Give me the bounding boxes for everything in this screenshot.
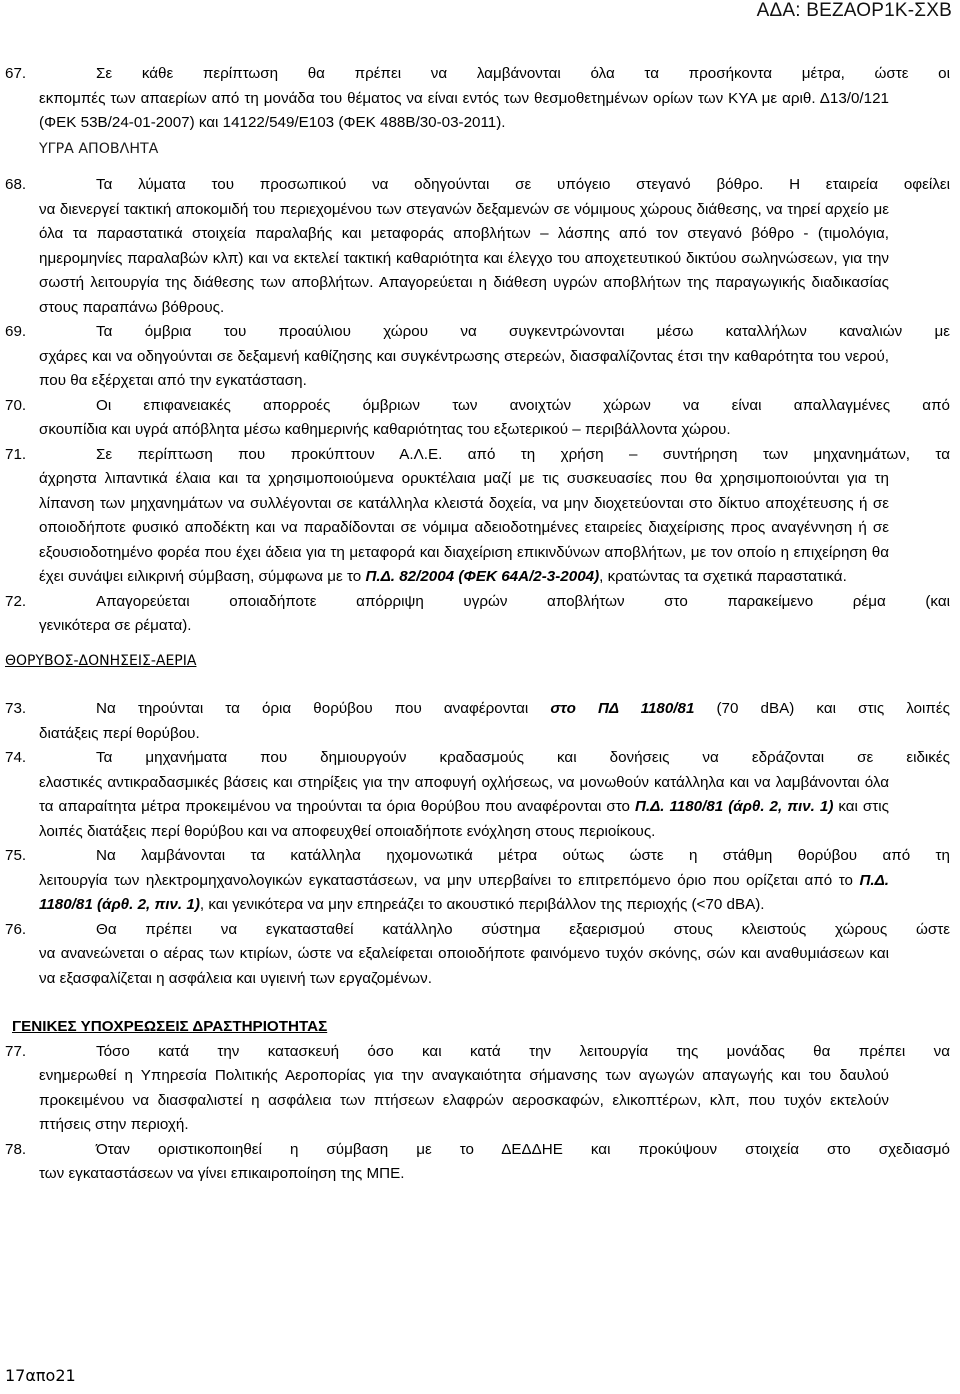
paragraph-first-line: Τα μηχανήματα που δημιουργούν κραδασμούς και δονήσεις να εδράζονται σε ειδικές [96,749,950,766]
paragraph-first-line: Τόσο κατά την κατασκευή όσο και κατά την λειτουργία της μονάδας θα πρέπει να [96,1042,950,1060]
paragraph-text-part: , κρατώντας τα σχετικά παραστατικά. [599,568,847,585]
paragraph-first-line: Σε περίπτωση που προκύπτουν Α.Λ.Ε. από τη χρήση – συντήρηση των μηχανημάτων, τα [96,445,950,463]
paragraph-first-line: Απαγορεύεται οποιαδήποτε απόρριψη υγρών αποβλήτων στο παρακείμενο ρέμα (και [96,592,950,610]
paragraph-first-line: Θα πρέπει να εγκατασταθεί κατάλληλο σύστημα εξαερισμού στους κλειστούς χώρους ώστε [96,920,950,938]
paragraph-76 [0,918,960,992]
paragraph-first-line: Τα λύματα του προσωπικού να οδηγούνται σε υπόγειο στεγανό βόθρο. Η εταιρεία οφείλει [96,176,950,193]
paragraph-first-line: Οι επιφανειακές απορροές όμβριων των ανοιχτών χώρων να είναι απαλλαγμένες από [96,396,950,414]
paragraph-70 [0,394,960,443]
paragraph-number: 68. [5,176,27,193]
section-heading-general: ΓΕΝΙΚΕΣ ΥΠΟΧΡΕΩΣΕΙΣ ΔΡΑΣΤΗΡΙΟΤΗΤΑΣ [12,1018,328,1035]
paragraph-text [0,771,960,845]
paragraph-number: 73. [5,700,27,717]
paragraph-number: 78. [5,1140,27,1158]
paragraph-first-line: Να λαμβάνονται τα κατάλληλα ηχομονωτικά μέτρα ούτως ώστε η στάθμη θορύβου από τη [96,847,950,864]
page-number: 17απο21 [5,1366,76,1385]
paragraph-73 [0,697,960,746]
paragraph-text-part: Να τηρούνται τα όρια θορύβου που αναφέρονται [96,700,551,717]
paragraph-first-line: Όταν οριστικοποιηθεί η σύμβαση με το ΔΕΔΔΗΕ και προκύψουν στοιχεία στο σχεδιασμό [96,1140,950,1158]
paragraph-69 [0,320,960,394]
paragraph-75 [0,844,960,918]
paragraph-number: 67. [5,65,27,82]
paragraph-number: 74. [5,749,27,766]
paragraph-text-part: άχρηστα λιπαντικά έλαια και τα χρησιμοποιούμενα ορυκτέλαια μαζί με τις συσκευασίες που θα χρησιμοποιούνται για τη λίπανση των μηχανημάτων να συλλέγονται σε κατάλληλα κλειστά δοχεία, να μην διοχετεύονται στο δίκτυο αποχέτευσης ή σε οποιοδήποτε φυσικό αποδέκτη και να παραδίδονται σε νόμιμα αδειοδοτημένες εταιρείες διαχείρισης προς αναγέννηση ή σε εξουσιοδοτημένο φορέα που έχει άδεια για τη μεταφορά και διαχείριση επικινδύνων αποβλήτων, με τον οποίο η επιχείρηση θα έχει συνάψει ειλικρινή σύμβαση, σύμφωνα με το [39,470,889,585]
section-heading-noise: ΘΟΡΥΒΟΣ-ΔΟΝΗΣΕΙΣ-ΑΕΡΙΑ [5,652,197,669]
paragraph-text: εκπομπές των απαερίων από τη μονάδα του θέματος να είναι εντός των θεσμοθετημένων ορίων των ΚΥΑ με αριθ. Δ13/0/121 (ΦΕΚ 53Β/24-01-2007) και 14122/549/Ε103 (ΦΕΚ 488Β/30-03-2011). [39,89,889,131]
paragraph-text: να διενεργεί τακτική αποκομιδή του περιεχομένου των στεγανών δεξαμενών σε νόμιμους χώρους διάθεσης, να τηρεί αρχείο με όλα τα παραστατικά στοιχεία παραλαβής και μεταφοράς αποβλήτων – λάσπης από τον στεγανό βόθρο - (τιμολόγια, ημερομηνίες παραλαβών κλπ) και να εκτελεί τακτική καθαριότητα και έλεγχο του αποχετευτικού δικτύου σωληνώσεων, για την σωστή λειτουργία της διάθεσης των αποβλήτων. Απαγορεύεται η διάθεση υγρών αποβλήτων της παραγωγικής διαδικασίας στους παραπάνω βόθρους. [39,200,889,316]
ada-header: ΑΔΑ: ΒΕΖΑΟΡ1Κ-ΣΧΒ [756,0,952,21]
paragraph-text [0,467,960,590]
legal-reference: Π.Δ. 82/2004 (ΦΕΚ 64Α/2-3-2004) [365,568,600,585]
paragraph-number: 69. [5,323,27,340]
paragraph-text-part: και στις λοιπές διατάξεις περί θορύβου και να αποφευχθεί οποιαδήποτε ενόχληση στους περιοίκους. [39,798,889,840]
paragraph-67 [0,62,960,136]
paragraph-text: των εγκαταστάσεων να γίνει επικαιροποίηση της ΜΠΕ. [39,1165,405,1182]
paragraph-text-part: λειτουργία των ηλεκτρομηχανολογικών εγκαταστάσεων, να μην υπερβαίνει το επιτρεπόμενο όριο που ορίζεται από το [39,871,860,889]
paragraph-first-line [0,697,960,722]
paragraph-text: γενικότερα σε ρέματα). [39,617,192,634]
paragraph-number: 70. [5,396,27,414]
paragraph-71 [0,443,960,590]
paragraph-text-part: (70 dBA) και στις λοιπές [694,700,950,717]
paragraph-text [0,869,960,918]
paragraph-text: σκουπίδια και υγρά απόβλητα μέσω καθημερινής καθαριότητας του εξωτερικού – περιβάλλοντα χώρου. [39,421,731,438]
paragraph-text: να ανανεώνεται ο αέρας των κτιρίων, ώστε να εξαλείφεται οποιοδήποτε φαινόμενο τυχόν σκόνης, σών και αναθυμιάσεων και να εξασφαλίζεται η ασφάλεια και υγιεινή των εργαζομένων. [39,945,889,987]
paragraph-77 [0,1040,960,1138]
paragraph-number: 77. [5,1042,27,1060]
paragraph-74 [0,746,960,844]
paragraph-78 [0,1138,960,1187]
paragraph-text-part: ελαστικές αντικραδασμικές βάσεις και στηρίξεις για την αποφυγή οχλήσεως, να μονωθούν κατάλληλα και να λαμβάνονται όλα τα απαραίτητα μέτρα προκειμένου να τηρούνται τα όρια θορύβου που αναφέρονται στο [39,773,889,815]
paragraph-text: διατάξεις περί θορύβου. [39,724,200,742]
paragraph-text-part: , και γενικότερα να μην επηρεάζει το ακουστικό περιβάλλον της περιοχής (<70 dBA). [199,896,765,913]
section-heading-wastewater: ΥΓΡΑ ΑΠΟΒΛΗΤΑ [39,140,159,157]
document-body [0,62,960,1187]
legal-reference: Π.Δ. 1180/81 (άρθ. 2, πιν. 1) [634,798,834,815]
paragraph-number: 75. [5,847,27,864]
paragraph-first-line: Σε κάθε περίπτωση θα πρέπει να λαμβάνονται όλα τα προσήκοντα μέτρα, ώστε οι [96,65,950,82]
paragraph-text: σχάρες και να οδηγούνται σε δεξαμενή καθίζησης και συγκέντρωσης στερεών, διασφαλίζοντας έτσι την καθαρότητα του νερού, που θα εξέρχεται από την εγκατάσταση. [39,347,889,389]
paragraph-number: 76. [5,920,27,938]
paragraph-number: 72. [5,592,27,610]
legal-reference: στο ΠΔ 1180/81 [550,700,695,717]
paragraph-72 [0,590,960,639]
paragraph-text: ενημερωθεί η Υπηρεσία Πολιτικής Αεροπορίας για την αναγκαιότητα σήμανσης των αγωγών απαγωγής και του δαυλού προκειμένου να διασφαλιστεί η ασφάλεια των πτήσεων ελαφρών αεροσκαφών, ελικοπτέρων, κλπ, που τυχόν εκτελούν πτήσεις στην περιοχή. [39,1067,889,1133]
legal-reference: Π.Δ. 1180/81 (άρθ. 2, πιν. 1) [39,871,889,913]
paragraph-first-line: Τα όμβρια του προαύλιου χώρου να συγκεντρώνονται μέσω καταλλήλων καναλιών με [96,323,950,340]
paragraph-number: 71. [5,445,27,463]
paragraph-68 [0,173,960,320]
